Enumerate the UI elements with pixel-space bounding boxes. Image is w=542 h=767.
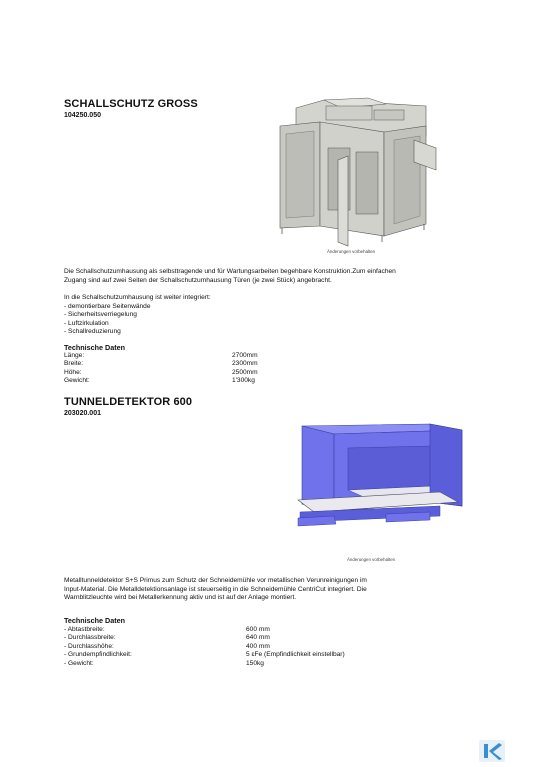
spec-row xyxy=(64,643,345,651)
spec-value: 400 mm xyxy=(246,642,270,650)
spec-row xyxy=(64,626,345,634)
article-code-tunneldetektor: 203020.001 xyxy=(64,410,101,417)
spec-value: 640 mm xyxy=(246,634,270,642)
spec-label: Breite: xyxy=(64,360,84,368)
description-tunneldetektor xyxy=(64,577,494,603)
spec-row xyxy=(64,660,345,668)
specs-heading-schallschutz: Technische Daten xyxy=(64,343,125,352)
image-caption-1: Änderungen vorbehalten xyxy=(327,249,376,254)
article-code-schallschutz: 104250.050 xyxy=(64,112,101,119)
spec-value: 600 mm xyxy=(246,626,270,633)
enclosure-illustration xyxy=(276,96,442,252)
spec-row xyxy=(64,651,345,659)
integrated-features xyxy=(64,294,364,337)
spec-row xyxy=(64,377,258,385)
spec-row xyxy=(64,360,258,368)
spec-label: Länge: xyxy=(64,352,85,359)
specs-heading-tunneldetektor: Technische Daten xyxy=(64,616,125,625)
image-caption-2: Änderungen vorbehalten xyxy=(347,557,396,562)
spec-value: 2500mm xyxy=(232,368,258,376)
spec-label: - Abtastbreite: xyxy=(64,626,105,633)
description-line: Metalltunneldetektor S+S Primus zum Schutz der Schneidemühle vor metallischen Verunreinigungen im xyxy=(64,577,367,584)
description-line: Input-Material. Die Metalldetektionsanlage ist steuerseitig in die Schneidemühle CentriCut integriert. Die xyxy=(64,585,367,593)
description-line: Warnblitzleuchte wird bei Metallerkennung aktiv und ist auf der Anlage montiert. xyxy=(64,594,297,602)
spec-row xyxy=(64,352,258,360)
description-schallschutz xyxy=(64,268,494,285)
list-item: - Schallreduzierung xyxy=(64,328,121,336)
spec-label: - Gewicht: xyxy=(64,659,94,667)
description-line: Zugang sind auf zwei Seiten der Schallschutzumhausung Türen (je zwei Stück) angebracht. xyxy=(64,276,332,284)
spec-value: 150kg xyxy=(246,659,264,667)
list-item: - Sicherheitsverriegelung xyxy=(64,311,137,319)
spec-value: 2300mm xyxy=(232,360,258,368)
section-title-tunneldetektor: TUNNELDETEKTOR 600 xyxy=(64,396,193,408)
spec-value: 2700mm xyxy=(232,352,258,359)
spec-value: 1'300kg xyxy=(232,377,255,385)
spec-value: 5 ɛFe (Empfindlichkeit einstellbar) xyxy=(246,651,345,659)
list-item: - demontierbare Seitenwände xyxy=(64,302,151,310)
spec-row xyxy=(64,634,345,642)
spec-label: - Grundempfindlichkeit: xyxy=(64,651,132,659)
specs-table-schallschutz xyxy=(64,352,258,386)
spec-label: Gewicht: xyxy=(64,377,90,385)
spec-row xyxy=(64,369,258,377)
tunnel-detector-illustration xyxy=(290,420,466,532)
specs-table-tunneldetektor xyxy=(64,626,345,668)
spec-label: - Durchlassbreite: xyxy=(64,634,116,642)
spec-label: - Durchlasshöhe: xyxy=(64,642,114,650)
spec-label: Höhe: xyxy=(64,368,82,376)
section-title-schallschutz: SCHALLSCHUTZ GROSS xyxy=(64,98,198,110)
company-logo-icon xyxy=(479,740,505,762)
list-item: - Luftzirkulation xyxy=(64,319,109,327)
description-line: Die Schallschutzumhausung als selbsttragende und für Wartungsarbeiten begehbare Konstruktion.Zum einfachen xyxy=(64,268,396,275)
integrated-intro: In die Schallschutzumhausung ist weiter integriert: xyxy=(64,294,211,301)
